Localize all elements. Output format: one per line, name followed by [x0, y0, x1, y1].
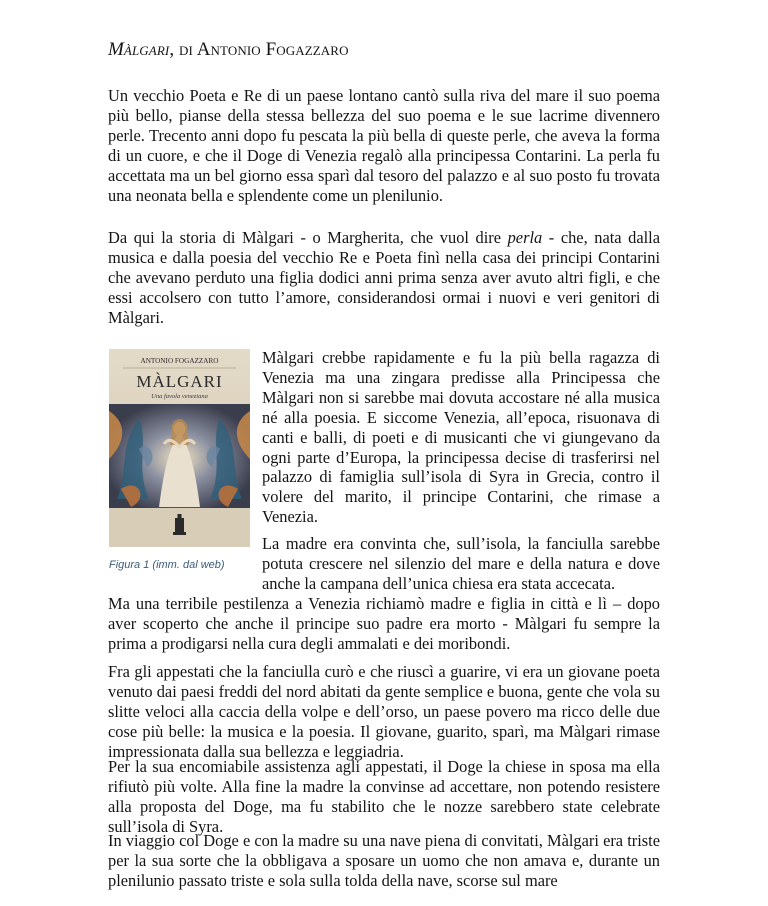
paragraph-1: Un vecchio Poeta e Re di un paese lontano cantò sulla riva del mare il suo poema più bello, pianse della stessa bellezza del suo poema e le sue lacrime divennero perle. Trecento anni dopo fu pescata la più bella di queste perle, che aveva la forma di un cuore, e che il Doge di Venezia regalò alla principessa Contarini. La perla fu accettata ma un bel giorno essa sparì dal tesoro del palazzo e al suo posto fu trovata una neonata bella e splendente come un plenilunio. — [108, 86, 660, 205]
paragraph-6: Fra gli appestati che la fanciulla curò e che riuscì a guarire, vi era un giovane poeta venuto dai paesi freddi del nord abitati da gente semplice e buona, gente che vola su slitte veloci alla caccia della volpe e dell’orso, un paese povero ma ricco delle due cose più belle: la musica e la poesia. Il giovane, guarito, sparì, ma Màlgari rimase impressionata dalla sua bellezza e leggiadria. — [108, 662, 660, 761]
cover-subtitle: Una favola veneziana — [151, 393, 208, 400]
paragraph-8: In viaggio col Doge e con la madre su una nave piena di convitati, Màlgari era triste per la sua sorte che la obbligava a sposare un uomo che non amava e, durante un plenilunio passato triste e sola sulla tolda della nave, scorse sul mare — [108, 831, 660, 890]
paragraph-2 — [108, 228, 660, 328]
page-title — [108, 40, 349, 60]
paragraph-5: Ma una terribile pestilenza a Venezia richiamò madre e figlia in città e lì – dopo aver scoperto che anche il principe suo padre era morto - Màlgari fu sempre la prima a prodigarsi nella cura degli ammalati e dei moribondi. — [108, 594, 660, 653]
book-cover-image — [109, 349, 250, 547]
paragraph-2-part-a: Da qui la storia di Màlgari - o Margherita, che vuol dire — [108, 228, 508, 247]
book-cover-art — [109, 349, 250, 547]
title-rest: , di Antonio Fogazzaro — [169, 39, 349, 60]
paragraph-3: Màlgari crebbe rapidamente e fu la più bella ragazza di Venezia ma una zingara predisse alla Principessa che Màlgari non si sarebbe mai dovuta accostare né alla musica né alla poesia. E siccome Venezia, all’epoca, risuonava di canti e balli, di poeti e di musicanti che vi giungevano da ogni parte d’Europa, la principessa decise di trasferirsi nel palazzo di famiglia sull’isola di Syra in Grecia, contro il volere del marito, il principe Contarini, che rimase a Venezia. — [262, 348, 660, 527]
paragraph-2-part-b: - che, nata dalla musica e dalla poesia del vecchio Re e Poeta finì nella casa dei principi Contarini che avevano perduto una figlia dodici anni prima senza aver avuto altri figli, e che essi accolsero con tutto l’amore, considerandosi ormai i nuovi e veri genitori di Màlgari. — [108, 228, 660, 327]
cover-author: ANTONIO FOGAZZARO — [140, 357, 219, 365]
title-italic: Màlgari — [108, 39, 170, 60]
paragraph-7: Per la sua encomiabile assistenza agli appestati, il Doge la chiese in sposa ma ella rifiutò più volte. Alla fine la madre la convinse ad accettare, non potendo resistere alla proposta del Doge, ma fu stabilito che le nozze sarebbero state celebrate sull’isola di Syra. — [108, 757, 660, 836]
paragraph-4: La madre era convinta che, sull’isola, la fanciulla sarebbe potuta crescere nel silenzio del mare e della natura e dove anche la campana dell’unica chiesa era stata accecata. — [262, 534, 660, 593]
figure-caption: Figura 1 (imm. dal web) — [109, 559, 225, 571]
paragraph-2-emphasis: perla — [507, 228, 543, 247]
cover-title: MÀLGARI — [136, 372, 223, 391]
